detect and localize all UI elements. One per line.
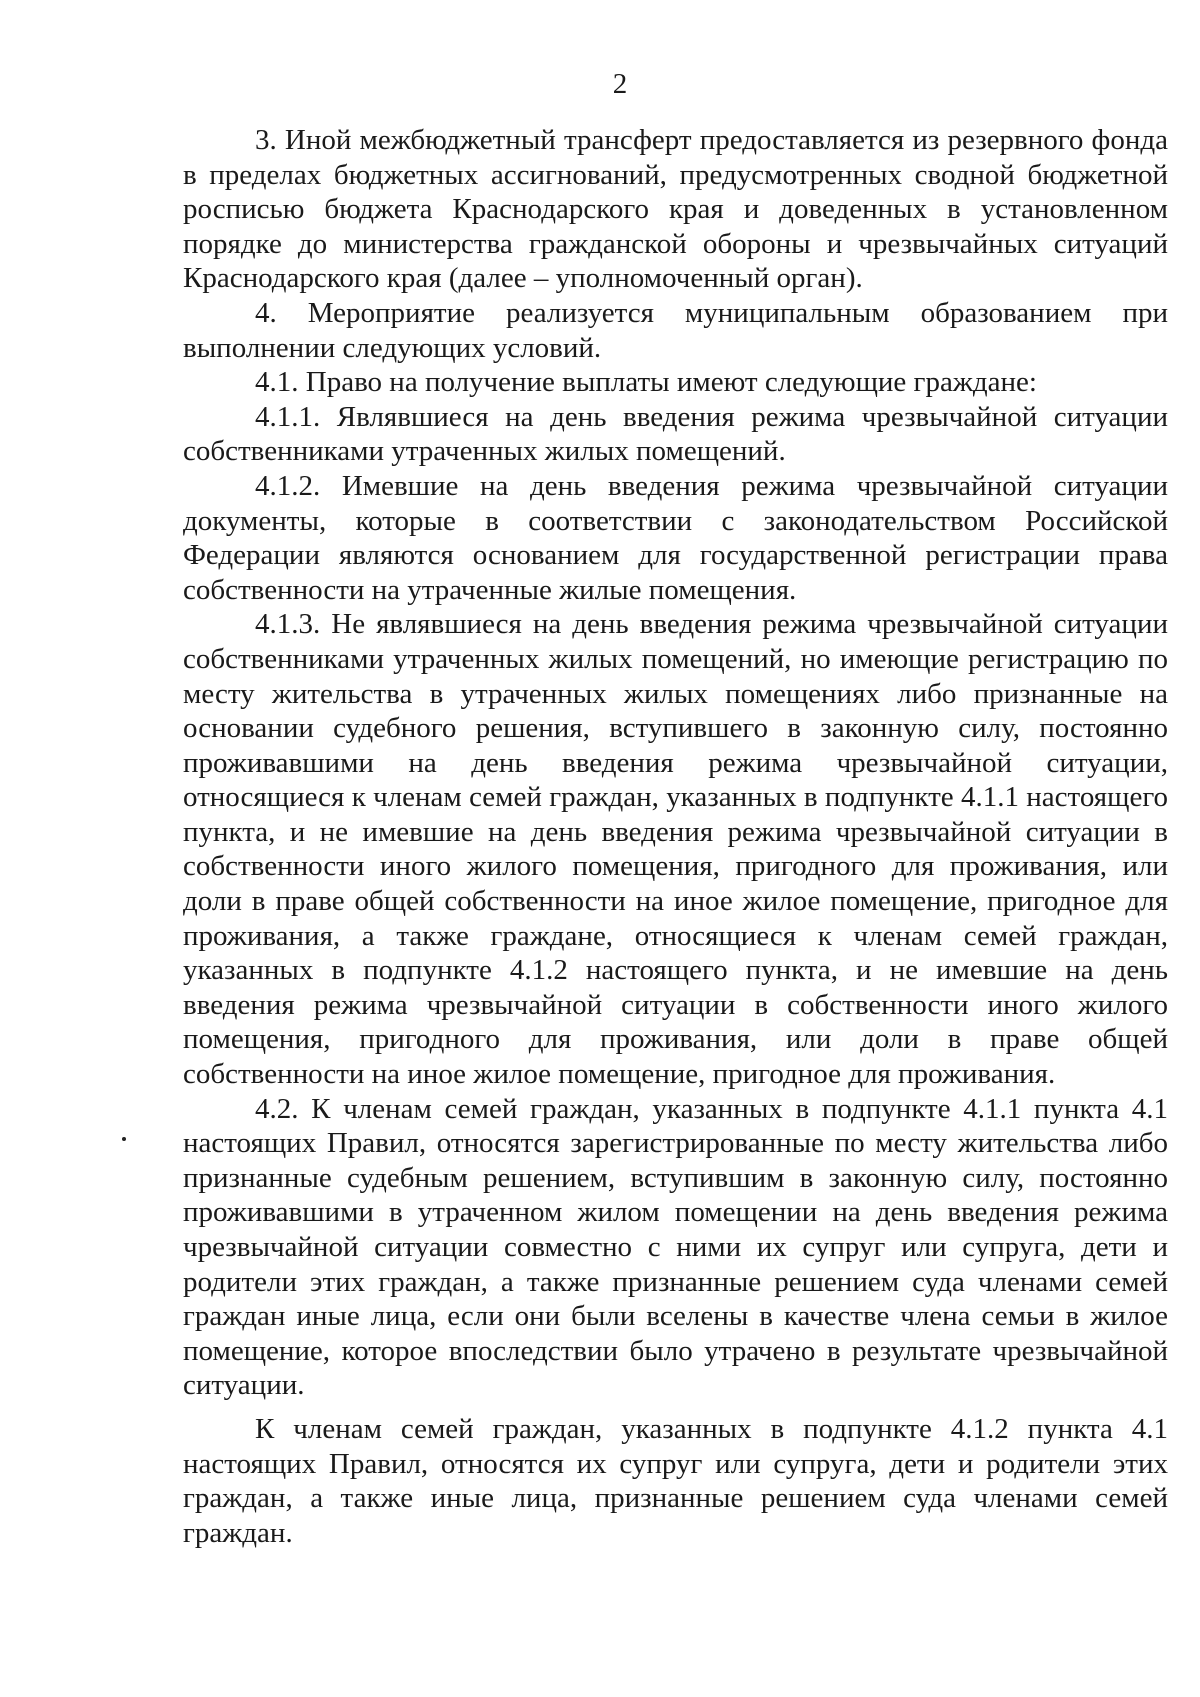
paragraph-3: 3. Иной межбюджетный трансферт предоставляется из резервного фонда в пределах бюджетных ассигнований, предусмотренных сводной бюджетной росписью бюджета Краснодарского края и доведенных в установленном порядке до министерства гражданской обороны и чрезвычайных ситуаций Краснодарского края (далее – уполномоченный орган). bbox=[183, 124, 1168, 295]
paragraph-4-1-3: 4.1.3. Не являвшиеся на день введения режима чрезвычайной ситуации собственниками утраченных жилых помещений, но имеющие регистрацию по месту жительства в утраченных жилых помещениях либо признанные на основании судебного решения, вступившего в законную силу, постоянно проживавшими на день введения режима чрезвычайной ситуации, относящиеся к членам семей граждан, указанных в подпункте 4.1.1 настоящего пункта, и не имевшие на день введения режима чрезвычайной ситуации в собственности иного жилого помещения, пригодного для проживания, или доли в праве общей собственности на иное жилое помещение, пригодное для проживания, а также граждане, относящиеся к членам семей граждан, указанных в подпункте 4.1.2 настоящего пункта, и не имевшие на день введения режима чрезвычайной ситуации в собственности иного жилого помещения, пригодного для проживания, или доли в праве общей собственности на иное жилое помещение, пригодное для проживания. bbox=[183, 608, 1168, 1091]
scan-speck bbox=[122, 1137, 126, 1141]
paragraph-4: 4. Мероприятие реализуется муниципальным образованием при выполнении следующих условий. bbox=[183, 296, 1168, 364]
paragraph-4-2: 4.2. К членам семей граждан, указанных в подпункте 4.1.1 пункта 4.1 настоящих Правил, относятся зарегистрированные по месту жительства либо признанные судебным решением, вступившим в законную силу, постоянно проживавшими в утраченном жилом помещении на день введения режима чрезвычайной ситуации совместно с ними их супруг или супруга, дети и родители этих граждан, а также признанные решением суда членами семей граждан иные лица, если они были вселены в качестве члена семьи в жилое помещение, которое впоследствии было утрачено в результате чрезвычайной ситуации. bbox=[183, 1092, 1168, 1402]
page-number: 2 bbox=[612, 68, 628, 100]
paragraph-4-1-2: 4.1.2. Имевшие на день введения режима чрезвычайной ситуации документы, которые в соответствии с законодательством Российской Федерации являются основанием для государственной регистрации права собственности на утраченные жилые помещения. bbox=[183, 469, 1168, 606]
paragraph-4-1-1: 4.1.1. Являвшиеся на день введения режима чрезвычайной ситуации собственниками утраченных жилых помещений. bbox=[183, 400, 1168, 468]
paragraph-4-1: 4.1. Право на получение выплаты имеют следующие граждане: bbox=[255, 366, 1037, 399]
document-body bbox=[183, 123, 1168, 1550]
paragraph-4-2-family-members: К членам семей граждан, указанных в подпункте 4.1.2 пункта 4.1 настоящих Правил, относятся их супруг или супруга, дети и родители этих граждан, а также иные лица, признанные решением суда членами семей граждан. bbox=[183, 1412, 1168, 1549]
